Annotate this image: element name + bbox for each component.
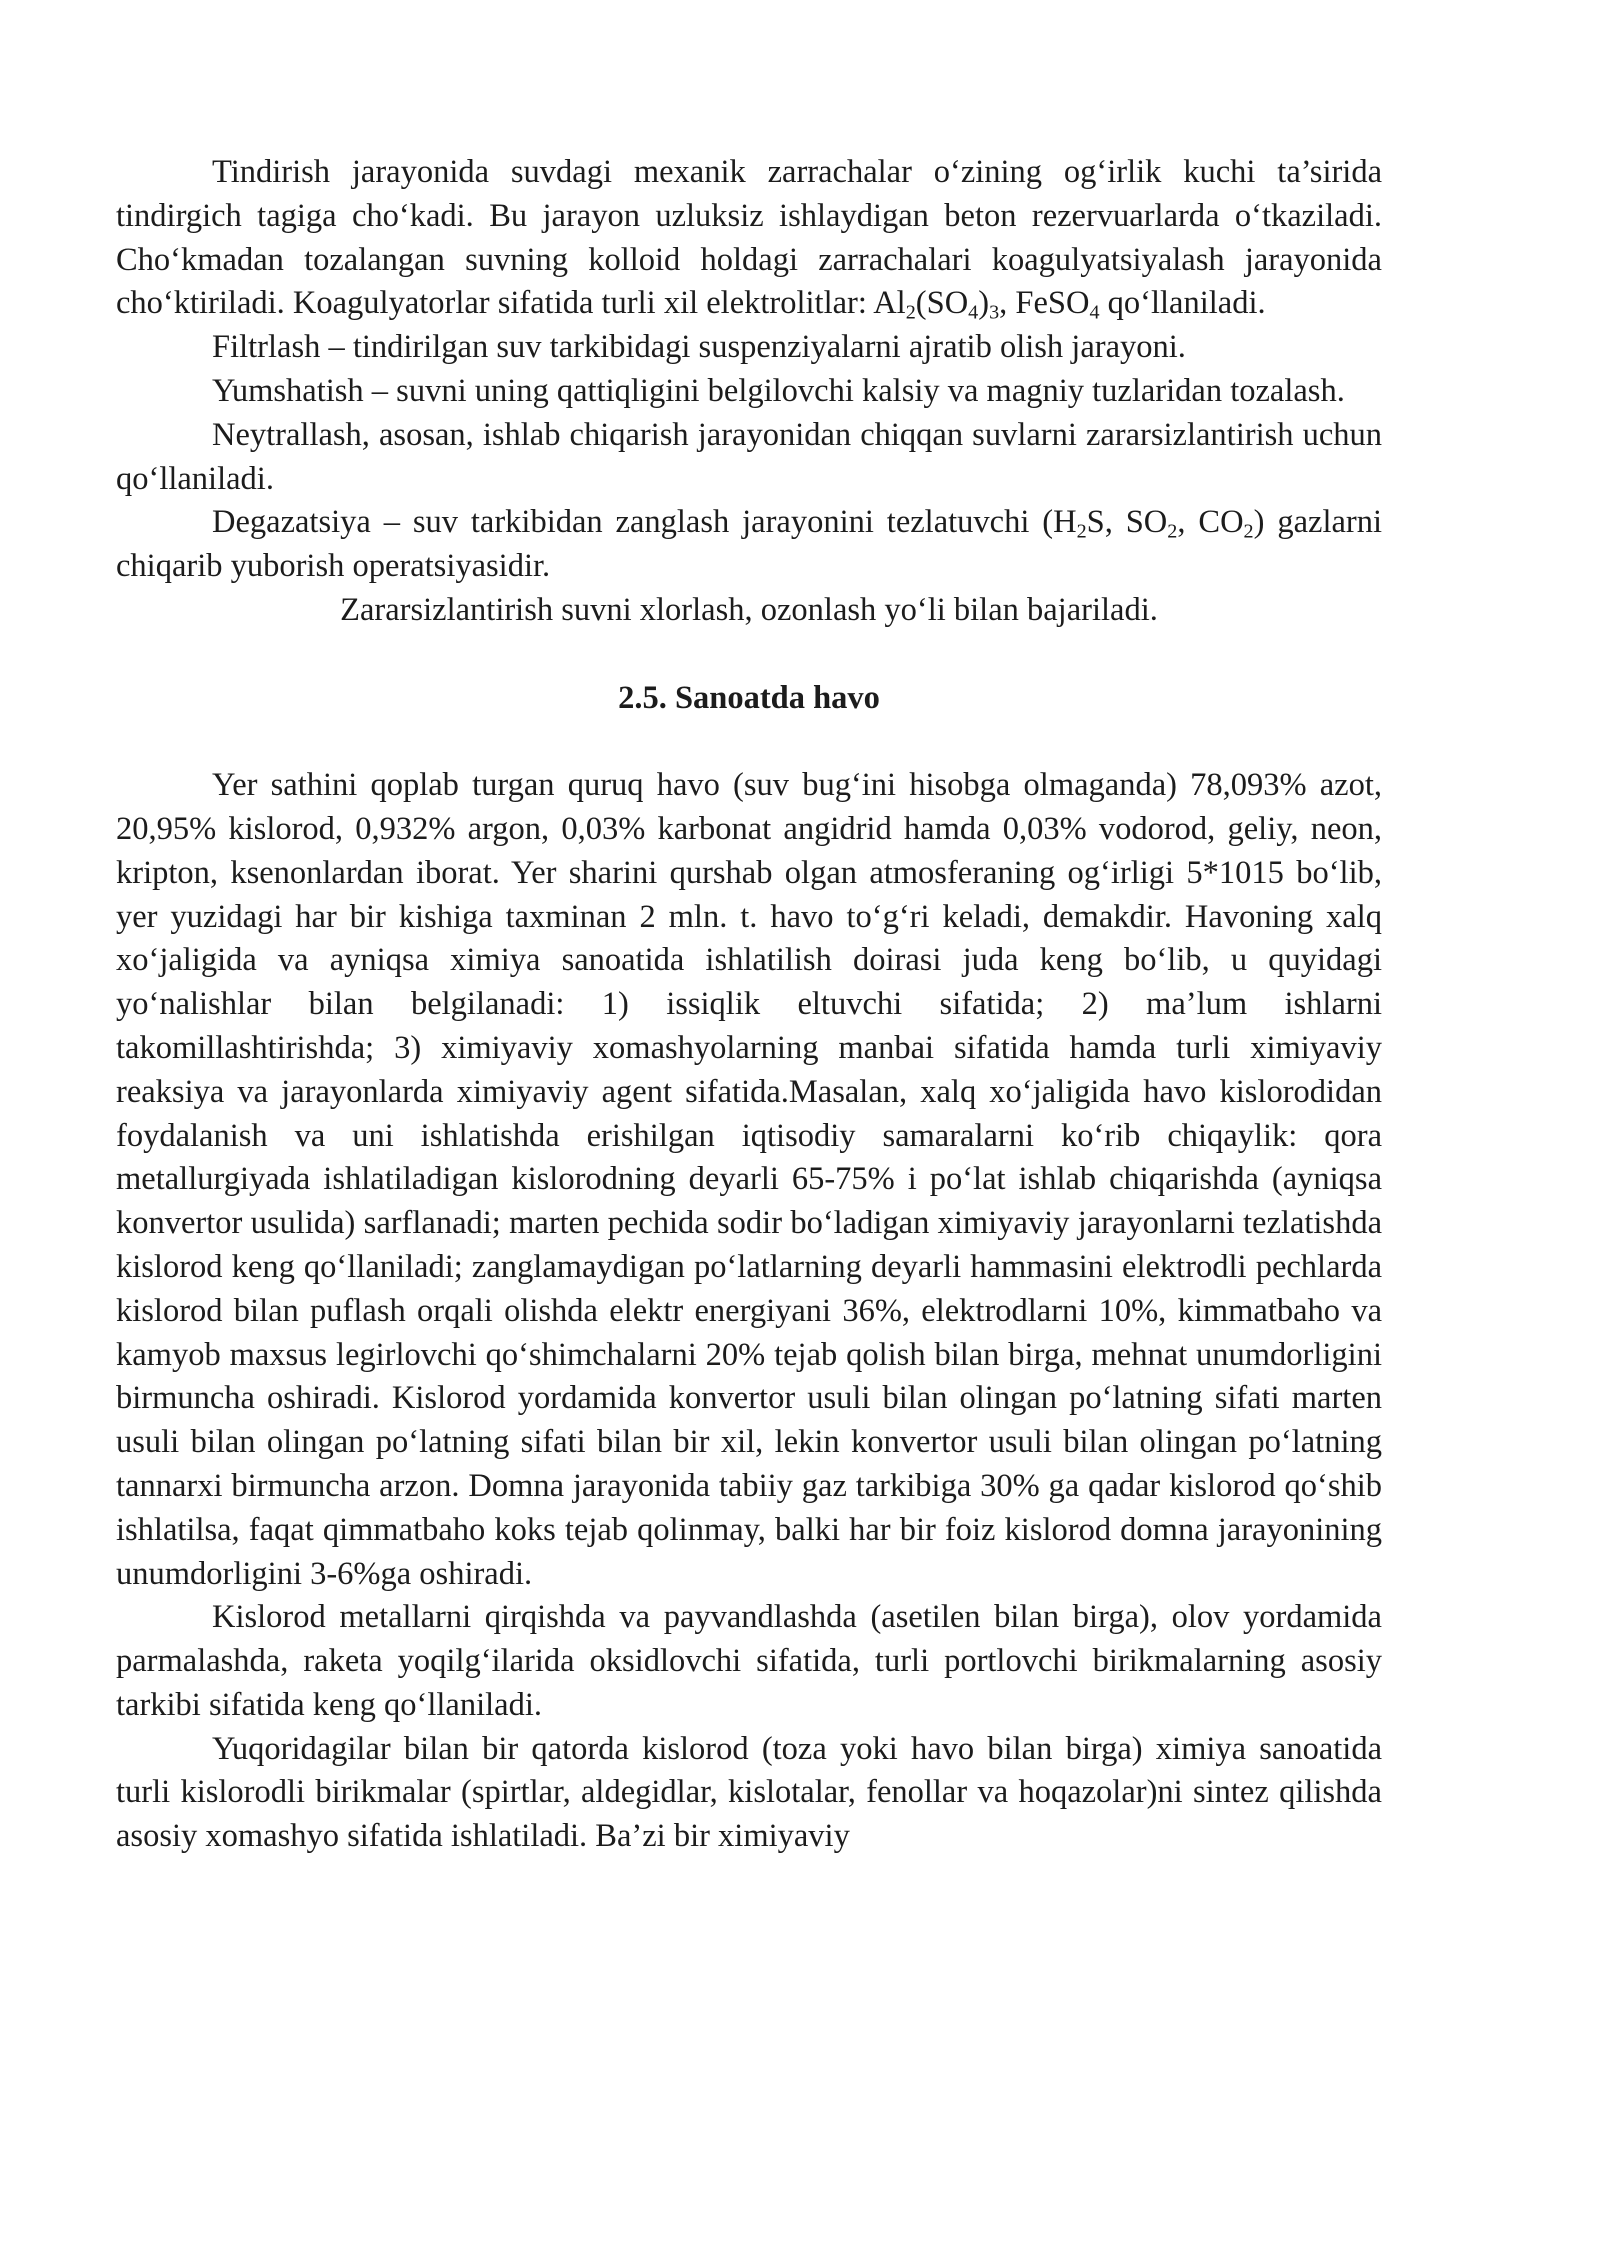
paragraph-degassing: Degazatsiya – suv tarkibidan zanglash jarayonini tezlatuvchi ($H_2S$, $SO_2$, $CO_2$) gazlarni chiqarib yuborish operatsiyasidir. — [116, 504, 1383, 585]
paragraph-neutralization: Neytrallash, asosan, ishlab chiqarish jarayonidan chiqqan suvlarni zararsizlantirish uchun qo‘llaniladi. — [116, 416, 1382, 497]
paragraph-softening: Yumshatish – suvni uning qattiqligini belgilovchi kalsiy va magniy tuzlaridan tozalash. — [212, 372, 1345, 409]
spacer — [116, 633, 1382, 677]
spacer — [116, 720, 1382, 764]
paragraph-air-composition: Yer sathini qoplab turgan quruq havo (suv bug‘ini hisobga olmaganda) 78,093% azot, 20,95% kislorod, 0,932% argon, 0,03% karbonat angidrid hamda 0,03% vodorod, geliy, neon, kripton, ksenonlardan iborat. Yer sharini qurshab olgan atmosferaning og‘irligi 5*1015 bo‘lib, yer yuzidagi har bir kishiga taxminan 2 mln. t. havo to‘g‘ri keladi, demakdir. Havoning xalq xo‘jaligida va ayniqsa ximiya sanoatida ishlatilish doirasi juda keng bo‘lib, u quyidagi yo‘nalishlar bilan belgilanadi: 1) issiqlik eltuvchi sifatida; 2) ma’lum ishlarni takomillashtirishda; 3) ximiyaviy xomashyolarning manbai sifatida hamda turli ximiyaviy reaksiya va jarayonlarda ximiyaviy agent sifatida.Masalan, xalq xo‘jaligida havo kislorodidan foydalanish va uni ishlatishda erishilgan iqtisodiy samaralarni ko‘rib chiqaylik: qora metallurgiyada ishlatiladigan kislorodning deyarli 65-75% i po‘lat ishlab chiqarishda (ayniqsa konvertor usulida) sarflanadi; marten pechida sodir bo‘ladigan ximiyaviy jarayonlarni tezlatishda kislorod keng qo‘llaniladi; zanglamaydigan po‘latlarning deyarli hammasini elektrodli pechlarda kislorod bilan puflash orqali olishda elektr energiyani 36%, elektrodlarni 10%, kimmatbaho va kamyob maxsus legirlovchi qo‘shimchalarni 20% tejab qolish bilan birga, mehnat unumdorligini birmuncha oshiradi. Kislorod yordamida konvertor usuli bilan olingan po‘latning sifati marten usuli bilan olingan po‘latning sifati bilan bir xil, lekin konvertor usuli bilan olingan po‘latning tannarxi birmuncha arzon. Domna jarayonida tabiiy gaz tarkibiga 30% ga qadar kislorod qo‘shib ishlatilsa, faqat qimmatbaho koks tejab qolinmay, balki har bir foiz kislorod domna jarayonining unumdorligini 3-6%ga oshiradi. — [116, 767, 1382, 1592]
paragraph-filtration: Filtrlash – tindirilgan suv tarkibidagi suspenziyalarni ajratib olish jarayoni. — [212, 329, 1186, 366]
paragraph-disinfection: Zararsizlantirish suvni xlorlash, ozonlash yo‘li bilan bajariladi. — [340, 591, 1158, 628]
paragraph-sedimentation: Tindirish jarayonida suvdagi mexanik zarrachalar o‘zining og‘irlik kuchi ta’sirida tindirgich tagiga cho‘kadi. Bu jarayon uzluksiz ishlaydigan beton rezervuarlarda o‘tkaziladi. Cho‘kmadan tozalangan suvning kolloid holdagi zarrachalari koagulyatsiyalash jarayonida cho‘ktiriladi. Koagulyatorlar sifatida turli xil elektrolitlar: $Al_2(SO_4)_3$, FeSO$_4$ qo‘llaniladi. — [116, 154, 1382, 325]
document-page — [116, 151, 1382, 1859]
paragraph-oxygen-synthesis: Yuqoridagilar bilan bir qatorda kislorod (toza yoki havo bilan birga) ximiya sanoatida turli kislorodli birikmalar (spirtlar, aldegidlar, kislotalar, fenollar va hoqazolar)ni sintez qilishda asosiy xomashyo sifatida ishlatiladi. Ba’zi bir ximiyaviy — [116, 1730, 1382, 1855]
paragraph-oxygen-uses: Kislorod metallarni qirqishda va payvandlashda (asetilen bilan birga), olov yordamida parmalashda, raketa yoqilg‘ilarida oksidlovchi sifatida, turli portlovchi birikmalarning asosiy tarkibi sifatida keng qo‘llaniladi. — [116, 1599, 1382, 1723]
section-heading: 2.5. Sanoatda havo — [618, 679, 880, 716]
